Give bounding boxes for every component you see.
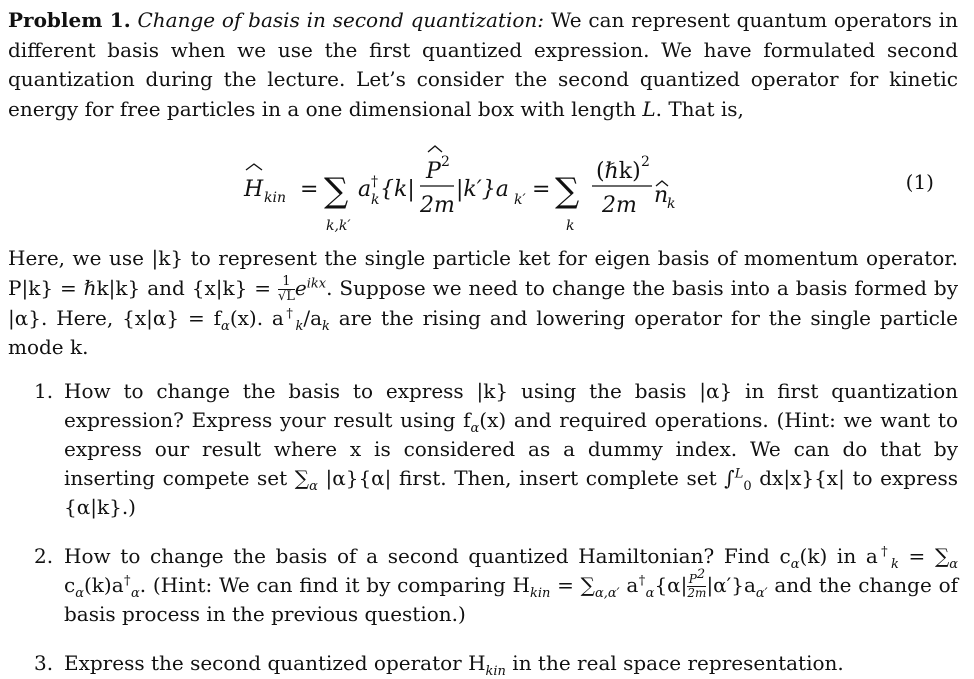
question-item-3: 3. Express the second quantized operator $H_{kin}$ in the real space representation.: [34, 650, 844, 679]
lhs-hat: [246, 164, 262, 170]
problem-label: Problem 1.: [8, 8, 131, 32]
question-3-text: Express the second quantized operator H: [64, 650, 486, 675]
term1-operator: a: [358, 177, 372, 202]
question-number-3: 3.: [34, 650, 54, 675]
body-line2e: /a: [303, 305, 322, 330]
q2-inline-fraction: $\frac{P^2}{2m}$: [687, 566, 707, 600]
lhs-subscript: kin: [264, 190, 286, 206]
intro-length-symbol: L: [642, 96, 656, 121]
question-2-text-h: a: [619, 572, 639, 597]
question-2-text: How to change the basis of a second quantized Hamiltonian? Find c: [64, 543, 791, 568]
frac1-num-sup: 2: [441, 154, 450, 170]
equation-number: (1): [905, 170, 934, 194]
frac2-denominator: 2m: [602, 193, 637, 218]
sum-2: ∑: [555, 171, 580, 211]
body-exp-base: e: [294, 275, 307, 300]
question-2-text-k: and the change of basis process in the previous question.): [64, 572, 959, 626]
frac1-numerator: P: [426, 159, 441, 184]
question-1-text-d: dx|x}{x| to express {α|k}.): [64, 465, 958, 519]
inline-fraction-den: √L: [277, 288, 295, 304]
ket-kprime-sub: k′: [514, 192, 526, 208]
term1-sub: k: [371, 192, 380, 208]
question-1-text: How to change the basis to express |k} using the basis |α} in first quantization expression? Express your result using f: [64, 378, 958, 432]
body-line2f: are the rising and lowering operator for the single particle mode k.: [8, 305, 959, 359]
sum-2-index: k: [566, 218, 575, 234]
question-number-1: 1.: [34, 378, 54, 403]
equation-graphic: [8, 126, 958, 244]
question-2-text-j: |α′}a: [706, 572, 756, 597]
inline-fraction-num: 1: [278, 275, 295, 290]
frac1-denominator: 2m: [420, 193, 455, 218]
question-2-text-g: = ∑: [550, 572, 595, 597]
number-operator: n: [654, 183, 669, 208]
frac2-numerator: (ℏk): [596, 159, 641, 184]
question-item-1: 1. How to change the basis to express |k} using the basis |α} in first quantization expression? Express your result using $f_\alpha(x)$ and required operations. (Hint: we want to express our result where x is considered as a dummy index. We can do that by inserting compete set $\sum_\alpha$ |α}{α| first. Then, insert complete set ∫$^L_0$ dx|x}{x| to express {α|k}.): [34, 378, 958, 519]
question-2-text-d: c: [64, 572, 76, 597]
body-line2d: (x). a: [229, 305, 284, 330]
question-1-text-c: |α}{α| first. Then, insert complete set ∫: [317, 465, 735, 490]
ket-kprime: |k′}a: [456, 177, 509, 202]
body-sub-alpha: α: [221, 318, 230, 334]
sum-1: ∑: [324, 171, 349, 211]
p-hat: [428, 146, 442, 152]
body-line2a: P|k} = ℏk|k} and {x|k} =: [8, 275, 278, 300]
question-item-2: 2. How to change the basis of a second quantized Hamiltonian? Find $c_\alpha(k)$ in $a^\dagger_k = \sum_\alpha$ $c_\alpha(k)a^\dagger_\alpha$. (Hint: We can find it by comparing $H_{kin} = \sum_{\alpha,\alpha'}$ $a^\dagger_\alpha\{\alpha|$ $\frac{P^2}{2m}$ $|\alpha'\}a_{\alpha'}$ and the change of basis process in the previous question.): [34, 543, 959, 626]
term1-sup: †: [371, 174, 378, 190]
question-1-text-b: (x) and required operations. (Hint: we want to express our result where x is considered as a dummy index. We can do that by inserting compete set ∑: [64, 407, 958, 490]
question-2-text-c: = ∑: [898, 543, 950, 568]
question-2-text-b: (k) in a: [799, 543, 878, 568]
body-paragraph: Here, we use |k} to represent the single particle ket for eigen basis of momentum operator. P|k} = ℏk|k} and {x|k} = $\frac{1}{√L}$ $e^{ikx}$. Suppose we need to change the basis into a basis formed by |α}. Here, $\{x|\alpha\} = f_\alpha(x)$. $a^\dagger_k/a_k$ are the rising and lowering operator for the single particle mode k.: [8, 246, 959, 359]
bra-k: {k|: [380, 177, 415, 202]
sum-1-index: k,k′: [326, 218, 351, 234]
question-2-text-e: (k)a: [83, 572, 124, 597]
intro-paragraph: [8, 6, 958, 124]
problem-subtitle: Change of basis in second quantization:: [137, 8, 545, 32]
frac2-num-sup: 2: [641, 154, 650, 170]
question-number-2: 2.: [34, 543, 54, 568]
equals-2: =: [532, 177, 551, 202]
question-2-text-i: {α|: [654, 572, 688, 597]
question-3-text-b: in the real space representation.: [505, 650, 844, 675]
number-operator-sub: k: [667, 196, 676, 212]
body-line1: Here, we use |k} to represent the single particle ket for eigen basis of momentum operator.: [8, 246, 958, 270]
question-2-text-f: . (Hint: We can find it by comparing H: [139, 572, 530, 597]
lhs-symbol: H: [244, 177, 264, 202]
equation-1: [8, 126, 958, 244]
inline-fraction: [278, 275, 295, 304]
question-list: [8, 377, 958, 678]
intro-text: We can represent quantum operators in different basis when we use the first quantized expression. We have formulated second quantization during the lecture. Let’s consider the second quantized operator for kinetic energy for free particles in a one dimensional box with length: [8, 8, 958, 121]
body-line2c: . Suppose we need to change the basis into a basis formed by |α}. Here, {x|α} = f: [8, 275, 958, 330]
equals-1: =: [300, 177, 319, 202]
intro-end: . That is,: [655, 96, 744, 121]
body-exponent: ikx: [306, 275, 327, 291]
